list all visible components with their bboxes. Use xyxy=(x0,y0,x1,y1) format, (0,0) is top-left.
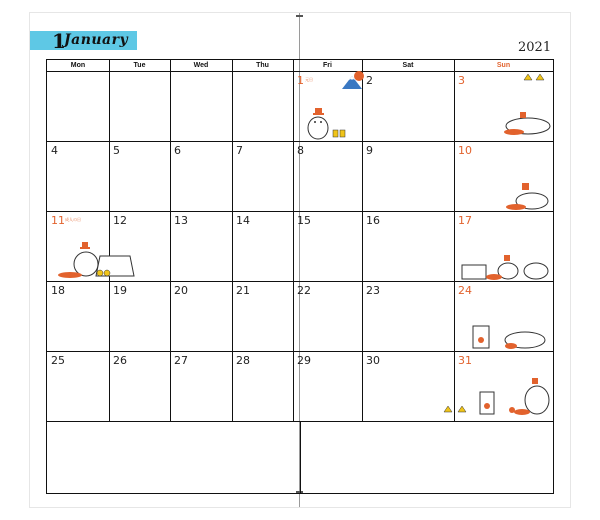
day-cell-18[interactable]: 18 xyxy=(51,284,65,297)
weekday-header-tue: Tue xyxy=(133,62,146,69)
day-cell-9[interactable]: 9 xyxy=(366,144,373,157)
memo-divider xyxy=(300,422,301,493)
day-cell-26[interactable]: 26 xyxy=(113,354,127,367)
day-cell-19[interactable]: 19 xyxy=(113,284,127,297)
day-cell-24[interactable]: 24 xyxy=(458,284,472,297)
grid-row-line xyxy=(47,281,553,282)
day-cell-28[interactable]: 28 xyxy=(236,354,250,367)
penguin-drawer-icon xyxy=(442,378,554,418)
grid-row-line xyxy=(47,141,553,142)
day-cell-23[interactable]: 23 xyxy=(366,284,380,297)
penguin-kotatsu-icon xyxy=(50,242,140,280)
weekday-header-sat: Sat xyxy=(402,62,414,69)
day-cell-22[interactable]: 22 xyxy=(297,284,311,297)
day-cell-1[interactable]: 1 xyxy=(297,74,304,87)
grid-row-line xyxy=(47,351,553,352)
day-cell-21[interactable]: 21 xyxy=(236,284,250,297)
grid-column-line xyxy=(293,60,294,421)
holiday-label: 元日 xyxy=(305,77,313,82)
spine-mark-top xyxy=(296,15,303,17)
penguin-sitting-icon xyxy=(502,183,552,213)
day-cell-25[interactable]: 25 xyxy=(51,354,65,367)
grid-column-line xyxy=(362,60,363,421)
day-cell-29[interactable]: 29 xyxy=(297,354,311,367)
day-cell-3[interactable]: 3 xyxy=(458,74,465,87)
day-cell-27[interactable]: 27 xyxy=(174,354,188,367)
year-label: 2021 xyxy=(518,40,552,55)
grid-row-line xyxy=(47,211,553,212)
day-cell-11[interactable]: 11 xyxy=(51,214,65,227)
day-cell-14[interactable]: 14 xyxy=(236,214,250,227)
grid-row-line xyxy=(47,71,553,72)
day-cell-30[interactable]: 30 xyxy=(366,354,380,367)
weekday-header-sun: Sun xyxy=(496,62,511,69)
grid-column-line xyxy=(170,60,171,421)
day-cell-20[interactable]: 20 xyxy=(174,284,188,297)
day-cell-4[interactable]: 4 xyxy=(51,144,58,157)
calendar-grid xyxy=(46,59,554,422)
day-cell-6[interactable]: 6 xyxy=(174,144,181,157)
day-cell-7[interactable]: 7 xyxy=(236,144,243,157)
penguin-dog-icon xyxy=(460,255,552,281)
weekday-header-fri: Fri xyxy=(323,62,332,69)
day-cell-15[interactable]: 15 xyxy=(297,214,311,227)
day-cell-13[interactable]: 13 xyxy=(174,214,188,227)
month-title-band xyxy=(30,29,137,53)
day-cell-2[interactable]: 2 xyxy=(366,74,373,87)
mount-fuji-sunrise-icon xyxy=(340,70,370,90)
holiday-label: 成人の日 xyxy=(65,217,81,222)
weekday-header-wed: Wed xyxy=(193,62,209,69)
day-cell-17[interactable]: 17 xyxy=(458,214,472,227)
day-cell-8[interactable]: 8 xyxy=(297,144,304,157)
penguin-lying-icon xyxy=(500,110,552,136)
penguin-mochi-icon xyxy=(303,108,348,140)
day-cell-10[interactable]: 10 xyxy=(458,144,472,157)
weekday-header-mon: Mon xyxy=(70,62,86,69)
day-cell-12[interactable]: 12 xyxy=(113,214,127,227)
grid-column-line xyxy=(232,60,233,421)
day-cell-5[interactable]: 5 xyxy=(113,144,120,157)
penguin-cabinet-icon xyxy=(465,318,551,350)
grid-column-line xyxy=(109,60,110,421)
bird-sparkle-icon xyxy=(522,72,552,84)
weekday-header-thu: Thu xyxy=(256,62,269,69)
grid-column-line xyxy=(454,60,455,421)
month-name: January xyxy=(64,32,129,48)
memo-area xyxy=(46,422,554,494)
day-cell-16[interactable]: 16 xyxy=(366,214,380,227)
month-number: 1 xyxy=(52,29,66,53)
day-cell-31[interactable]: 31 xyxy=(458,354,472,367)
